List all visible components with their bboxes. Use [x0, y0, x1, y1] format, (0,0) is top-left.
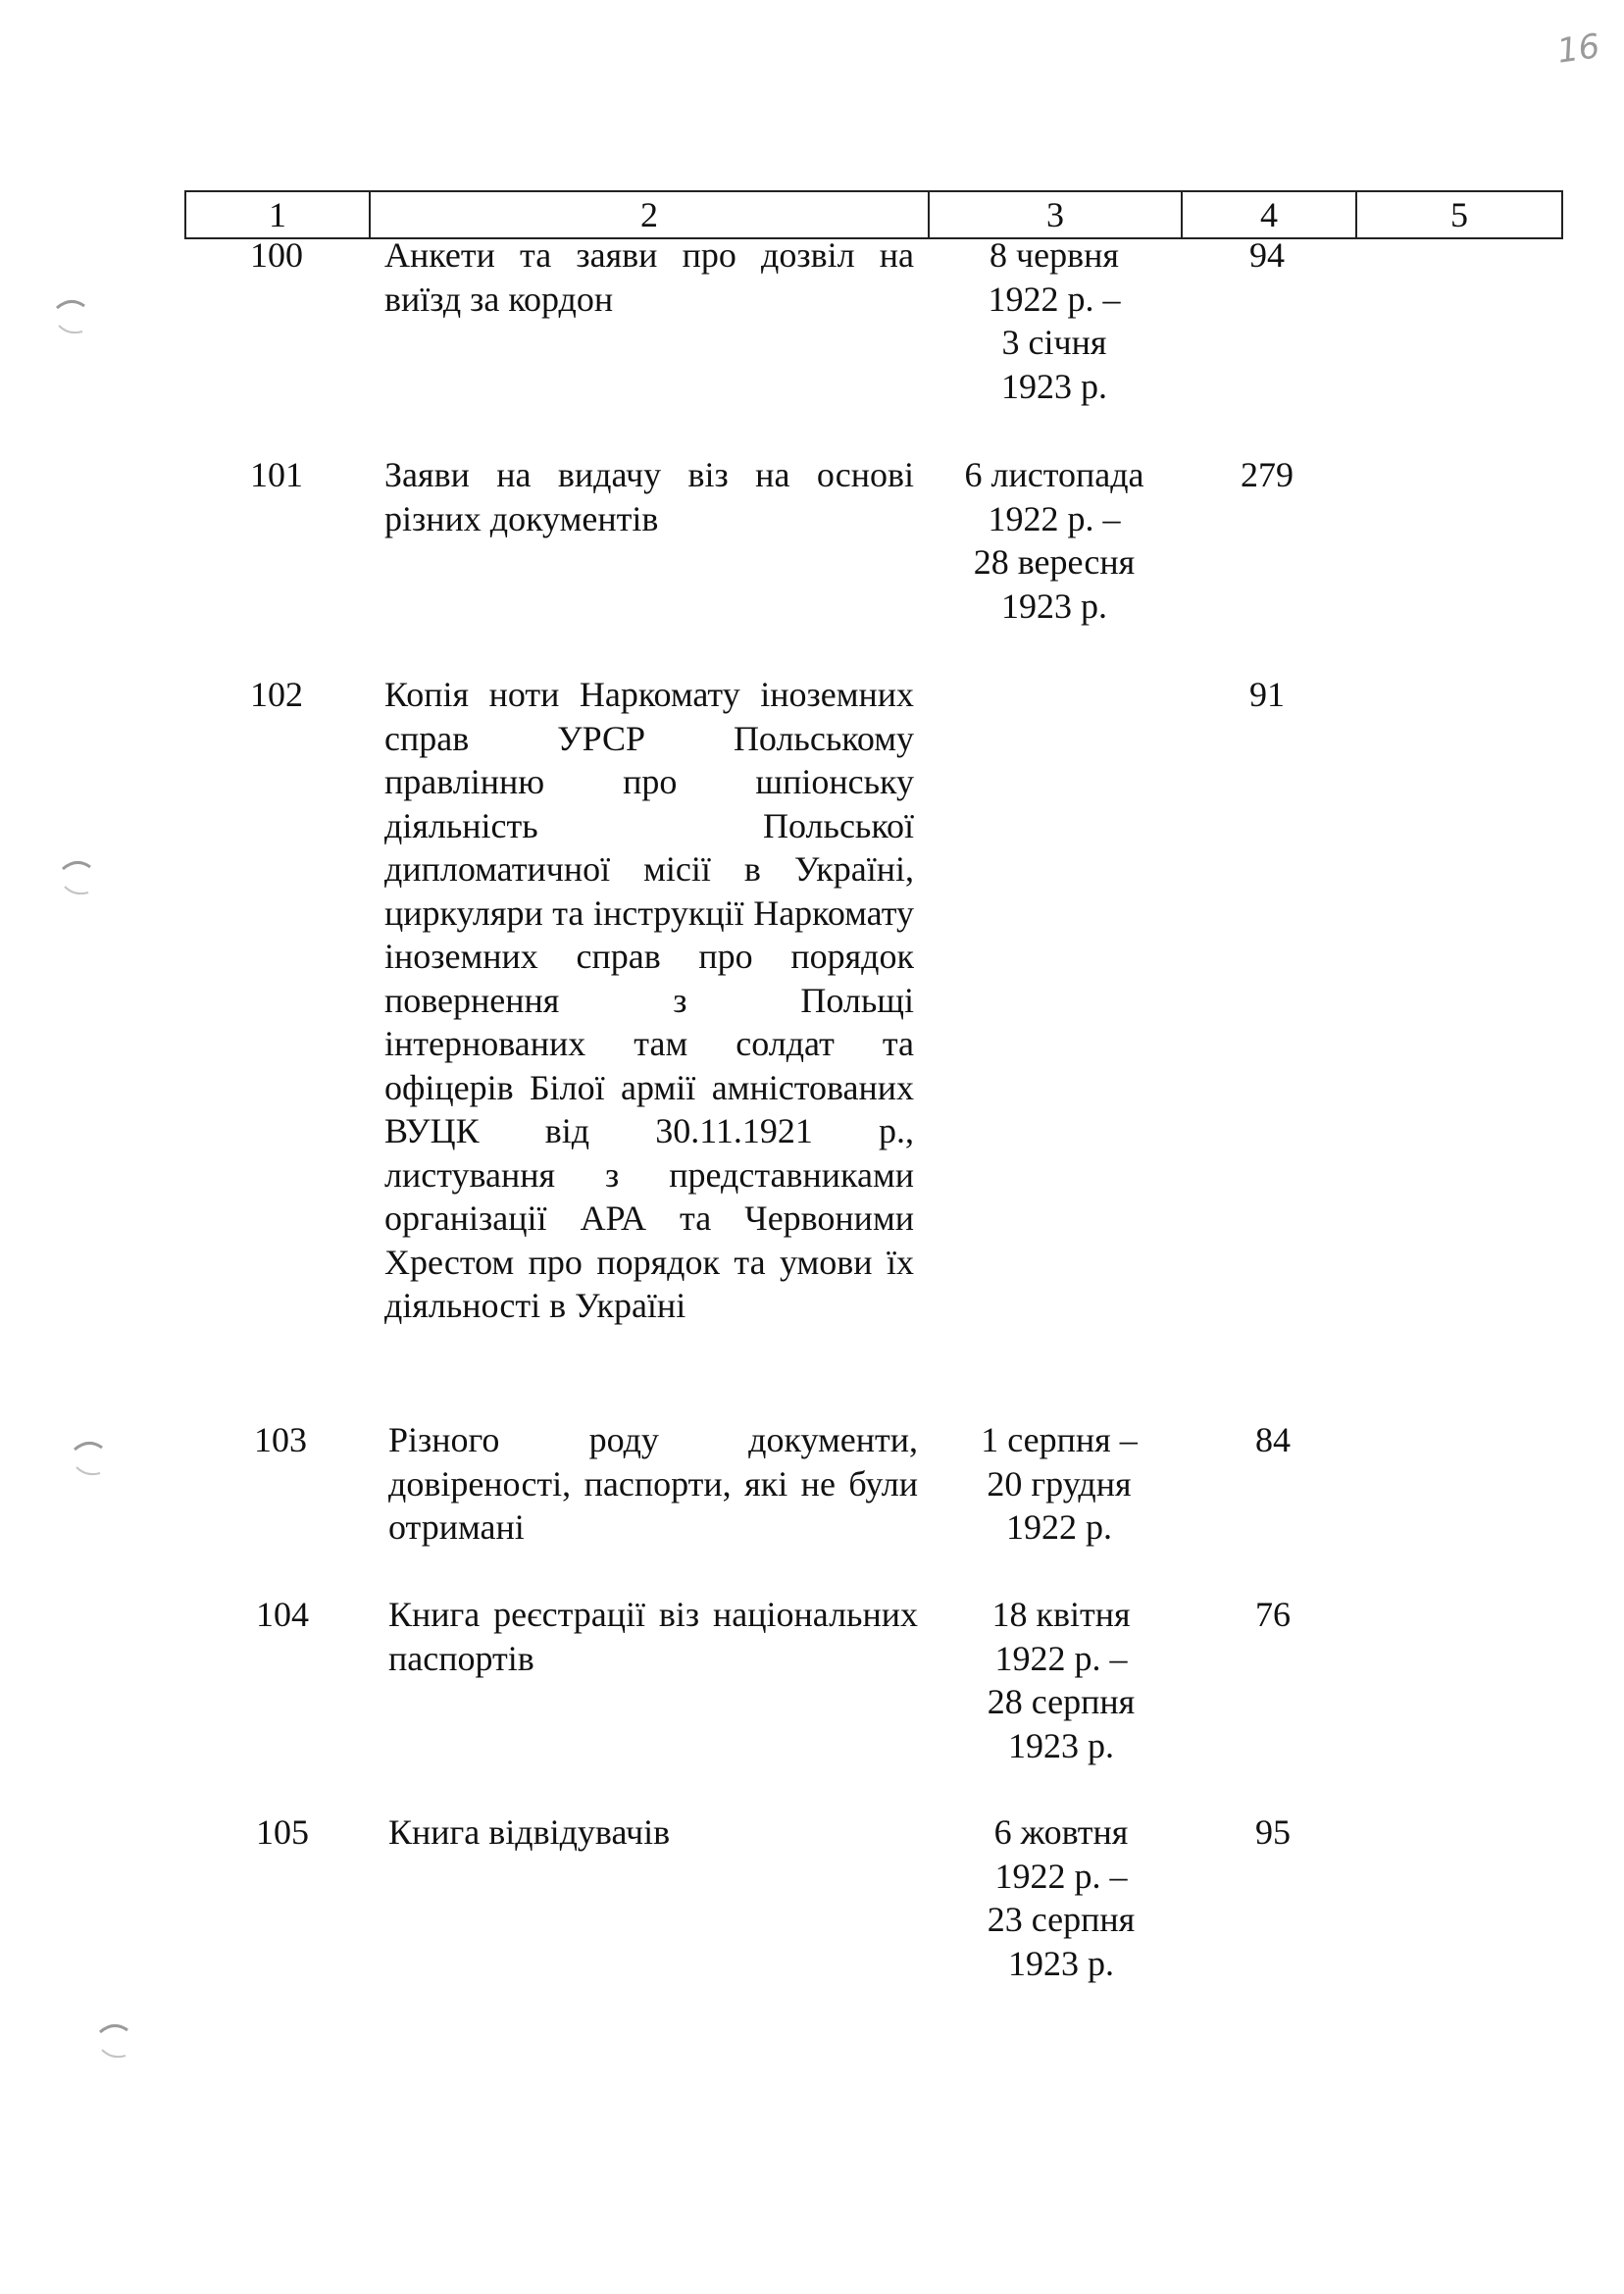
file-dates: 8 червня 1922 р. – 3 січня 1923 р.	[988, 235, 1121, 406]
file-sheets: 91	[1249, 675, 1285, 714]
file-number: 105	[256, 1812, 309, 1852]
punch-hole-icon	[69, 1436, 108, 1479]
page-number: 16	[1554, 26, 1602, 72]
file-sheets: 76	[1255, 1595, 1291, 1634]
column-header: 5	[1356, 191, 1562, 238]
file-number: 100	[250, 235, 303, 275]
file-number: 103	[254, 1420, 307, 1459]
column-header: 3	[929, 191, 1182, 238]
file-sheets: 279	[1241, 455, 1294, 494]
file-dates: 6 жовтня 1922 р. – 23 серпня 1923 р.	[987, 1812, 1136, 1983]
punch-hole-icon	[57, 855, 96, 898]
file-dates: 1 серпня – 20 грудня 1922 р.	[981, 1420, 1138, 1547]
column-header: 2	[370, 191, 929, 238]
file-title: Різного роду документи, довіреності, паспорти, які не були отримані	[388, 1420, 918, 1547]
file-title: Копія ноти Наркомату іноземних справ УРСР Польському правлінню про шпіонську діяльність Польської дипломатичної місії в Україні, циркуляри та інструкції Наркомату іноземних справ про порядок повернення з Польщі інтернованих там солдат та офіцерів Білої армії амністованих ВУЦК від 30.11.1921 р., листування з представниками організації АРА та Червоними Хрестом про порядок та умови їх діяльності в Україні	[384, 675, 914, 1325]
file-number: 104	[256, 1595, 309, 1634]
file-dates: 18 квітня 1922 р. – 28 серпня 1923 р.	[987, 1595, 1136, 1765]
column-header: 4	[1182, 191, 1356, 238]
punch-hole-icon	[51, 294, 90, 337]
file-sheets: 95	[1255, 1812, 1291, 1852]
file-number: 102	[250, 675, 303, 714]
file-number: 101	[250, 455, 303, 494]
file-sheets: 94	[1249, 235, 1285, 275]
file-sheets: 84	[1255, 1420, 1291, 1459]
file-dates: 6 листопада 1922 р. – 28 вересня 1923 р.	[964, 455, 1144, 626]
file-title: Книга відвідувачів	[388, 1812, 671, 1852]
column-header: 1	[185, 191, 370, 238]
file-title: Анкети та заяви про дозвіл на виїзд за кордон	[384, 235, 914, 319]
file-title: Заяви на видачу віз на основі різних документів	[384, 455, 914, 538]
punch-hole-icon	[94, 2018, 133, 2062]
file-title: Книга реєстрації віз національних паспортів	[388, 1595, 918, 1678]
column-header-table	[184, 190, 1563, 239]
